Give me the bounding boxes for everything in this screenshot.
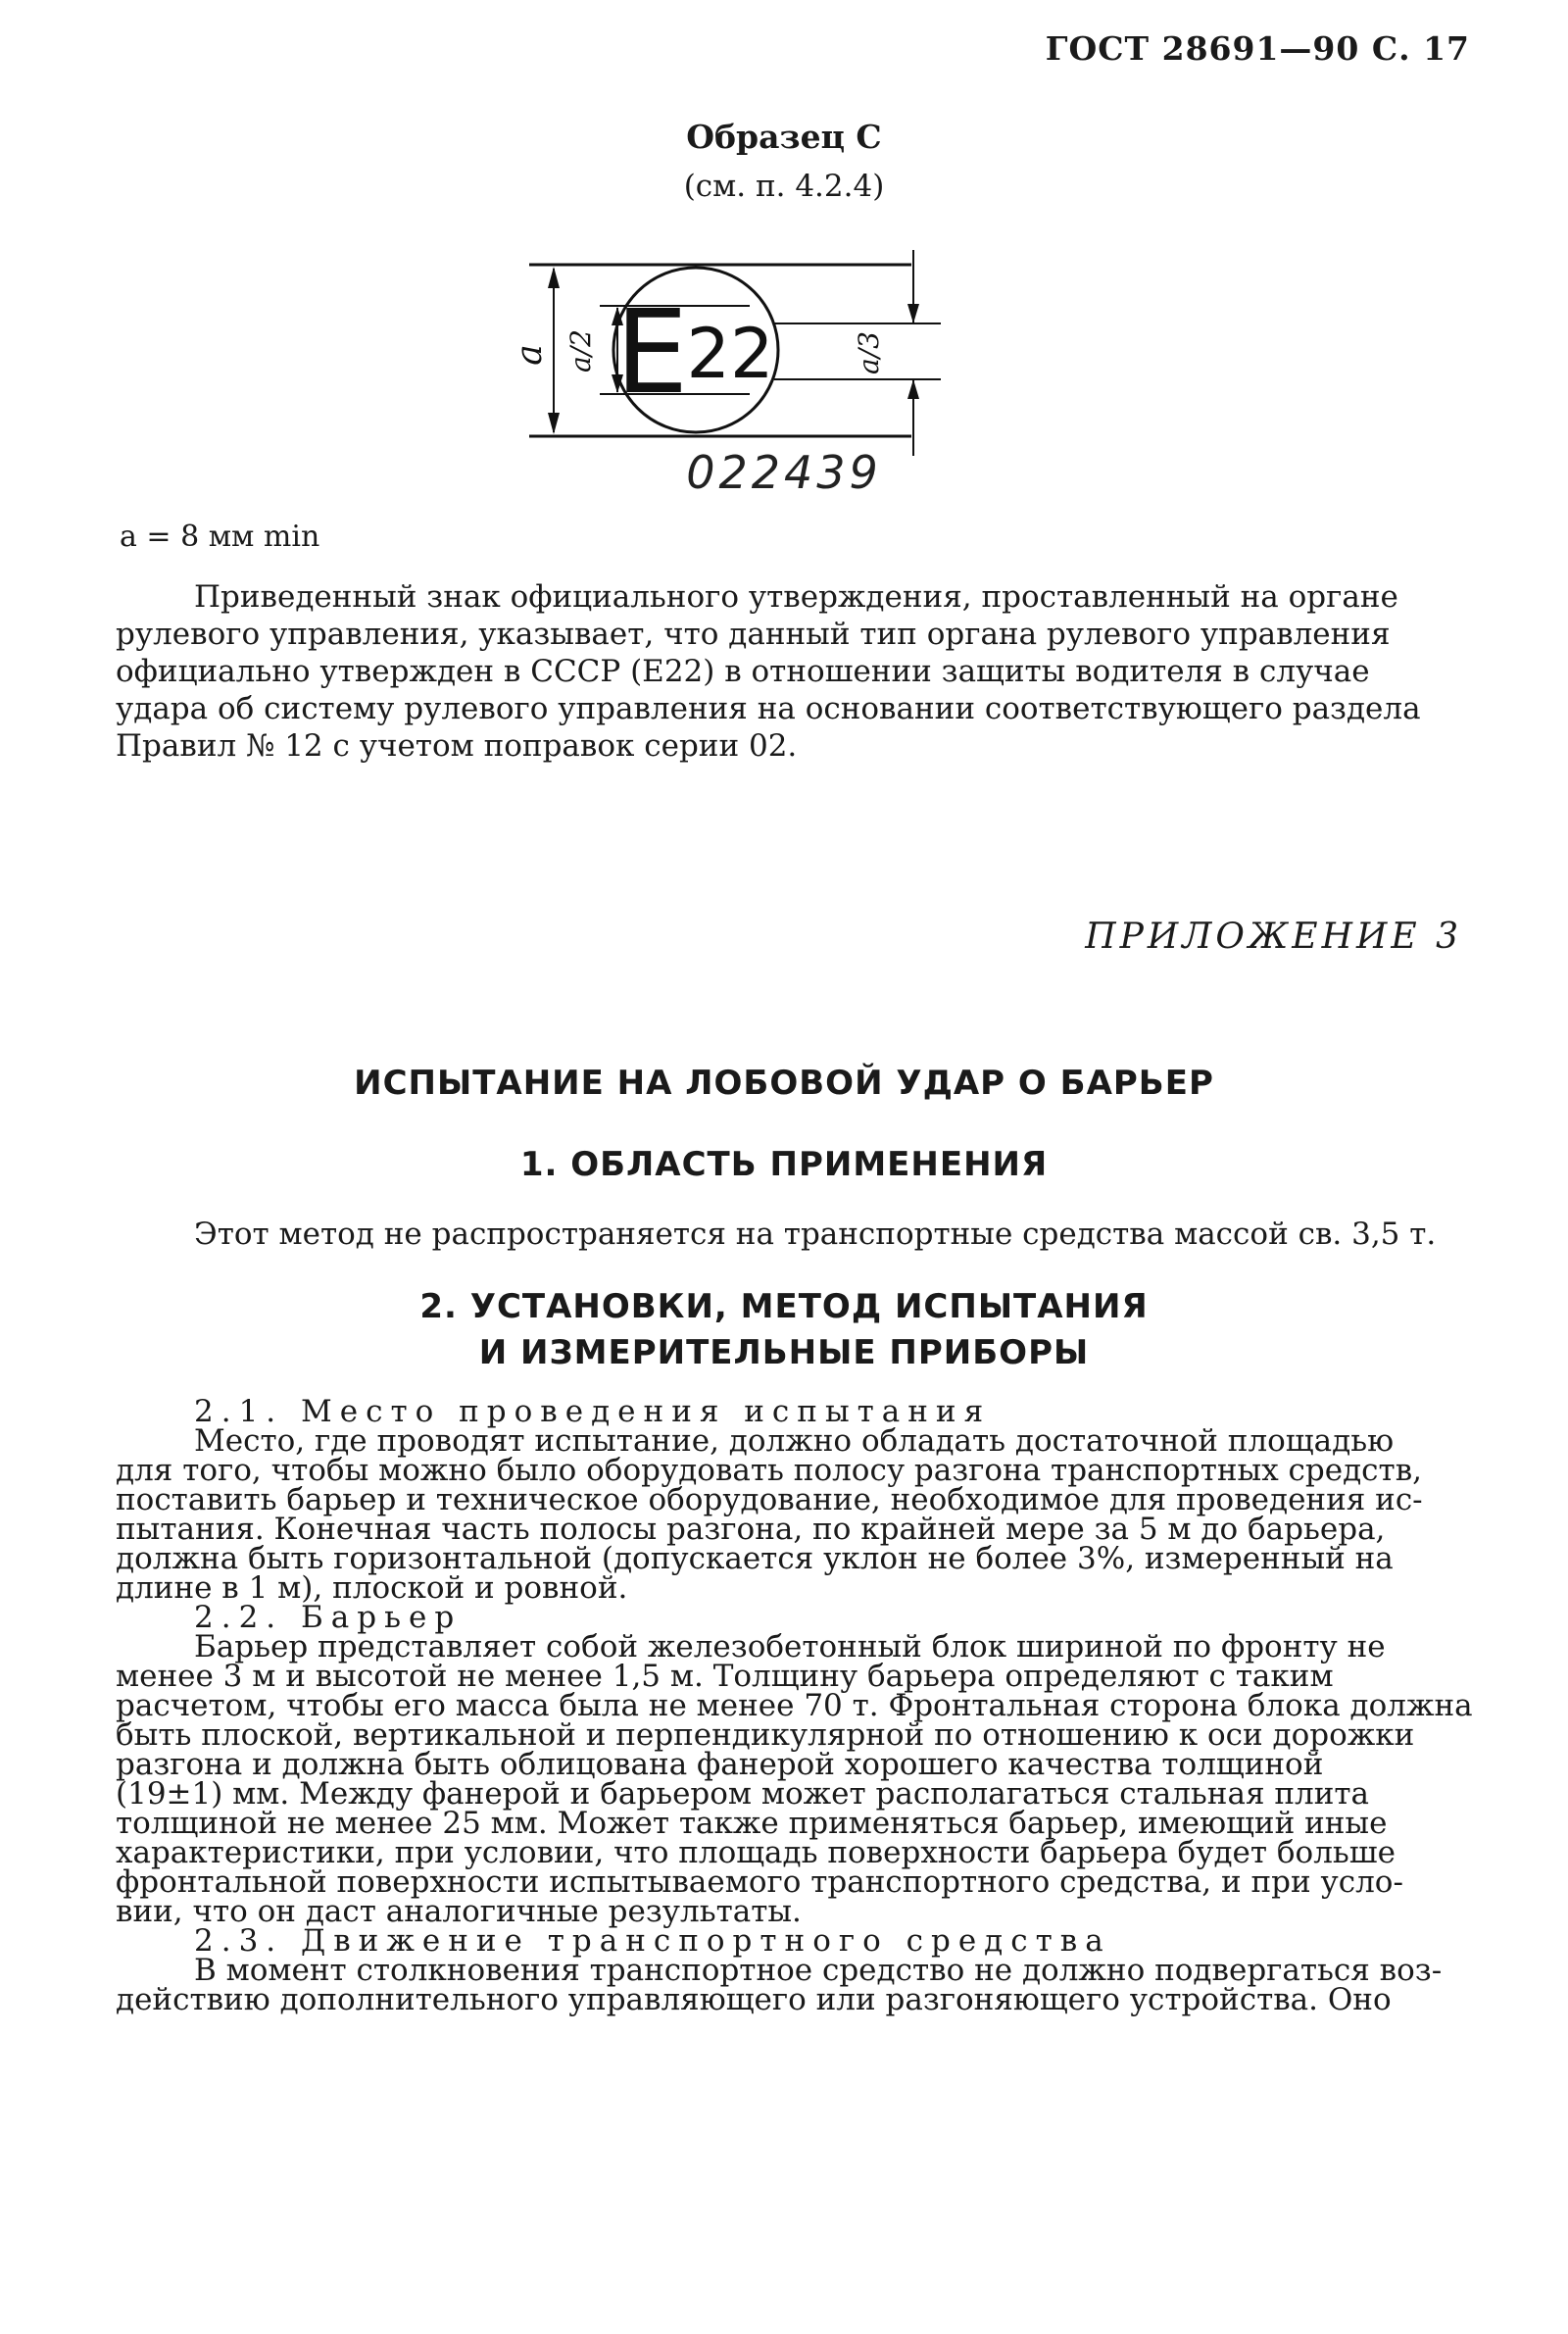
description-line: рулевого управления, указывает, что данный тип органа рулевого управления	[116, 617, 1391, 652]
body-line: (19±1) мм. Между фанерой и барьером может располагаться стальная плита	[116, 1776, 1370, 1812]
body-line: длине в 1 м), плоской и ровной.	[116, 1570, 628, 1606]
dimension-note: a = 8 мм min	[120, 520, 320, 554]
approval-mark-diagram	[510, 245, 1039, 471]
sample-reference: (см. п. 4.2.4)	[683, 169, 885, 204]
body-line: толщиной не менее 25 мм. Может также применяться барьер, имеющий иные	[116, 1806, 1388, 1841]
dim-a-label: a	[510, 344, 550, 366]
body-line: характеристики, при условии, что площадь поверхности барьера будет больше	[116, 1835, 1396, 1870]
description-line: Правил № 12 с учетом поправок серии 02.	[116, 728, 798, 764]
dim-a-third-arrow-bottom	[907, 379, 919, 399]
section-1-heading: 1. ОБЛАСТЬ ПРИМЕНЕНИЯ	[519, 1145, 1049, 1184]
section-2-heading-line-1: 2. УСТАНОВКИ, МЕТОД ИСПЫТАНИЯ	[419, 1287, 1149, 1326]
subsection-2-2-title: 2.2. Барьер	[194, 1600, 463, 1635]
section-1-text: Этот метод не распространяется на транспортные средства массой св. 3,5 т.	[194, 1217, 1437, 1252]
body-line: разгона и должна быть облицована фанерой хорошего качества толщиной	[116, 1747, 1324, 1782]
mark-letter: Е	[614, 284, 689, 420]
body-line: для того, чтобы можно было оборудовать полосу разгона транспортных средств,	[116, 1453, 1422, 1488]
dim-a-third-label: a/3	[853, 331, 885, 374]
body-line: Место, где проводят испытание, должно обладать достаточной площадью	[194, 1423, 1395, 1459]
running-header: ГОСТ 28691—90 С. 17	[1045, 29, 1470, 68]
mark-number: 22	[686, 314, 774, 394]
description-line: официально утвержден в СССР (Е22) в отношении защиты водителя в случае	[116, 654, 1370, 689]
description-line: Приведенный знак официального утверждения, проставленный на органе	[194, 579, 1398, 615]
body-line: поставить барьер и техническое оборудование, необходимое для проведения ис-	[116, 1482, 1423, 1517]
description-line: удара об систему рулевого управления на основании соответствующего раздела	[116, 691, 1421, 726]
body-line: фронтальной поверхности испытываемого транспортного средства, и при усло-	[116, 1864, 1403, 1900]
dim-a-arrow-bottom	[548, 413, 560, 434]
sample-title: Образец С	[686, 118, 882, 156]
subsection-2-3-title: 2.3. Движение транспортного средства	[194, 1923, 1111, 1959]
dim-a-arrow-top	[548, 267, 560, 288]
body-line: В момент столкновения транспортное средство не должно подвергаться воз-	[194, 1953, 1443, 1988]
appendix-label: ПРИЛОЖЕНИЕ 3	[1085, 917, 1462, 957]
subsection-2-1-title: 2.1. Место проведения испытания	[194, 1394, 992, 1429]
mark-description	[116, 578, 1473, 765]
body-line: Барьер представляет собой железобетонный блок шириной по фронту не	[194, 1629, 1386, 1664]
body-line: должна быть горизонтальной (допускается уклон не более 3%, измеренный на	[116, 1541, 1394, 1576]
body-line: быть плоской, вертикальной и перпендикулярной по отношению к оси дорожки	[116, 1717, 1415, 1753]
approval-number: 022439	[686, 446, 882, 499]
main-title: ИСПЫТАНИЕ НА ЛОБОВОЙ УДАР О БАРЬЕР	[354, 1064, 1214, 1103]
body-line: вии, что он даст аналогичные результаты.	[116, 1894, 802, 1929]
body-line: менее 3 м и высотой не менее 1,5 м. Толщину барьера определяют с таким	[116, 1659, 1334, 1694]
section-2-heading-line-2: И ИЗМЕРИТЕЛЬНЫЕ ПРИБОРЫ	[478, 1333, 1090, 1372]
body-line: расчетом, чтобы его масса была не менее 70 т. Фронтальная сторона блока должна	[116, 1688, 1473, 1723]
body-line: действию дополнительного управляющего или разгоняющего устройства. Оно	[116, 1982, 1392, 2017]
body-line: пытания. Конечная часть полосы разгона, по крайней мере за 5 м до барьера,	[116, 1512, 1386, 1547]
dim-a-half-label: a/2	[564, 329, 597, 372]
dim-a-third-arrow-top	[907, 304, 919, 323]
section-2-body	[116, 1394, 1476, 2017]
